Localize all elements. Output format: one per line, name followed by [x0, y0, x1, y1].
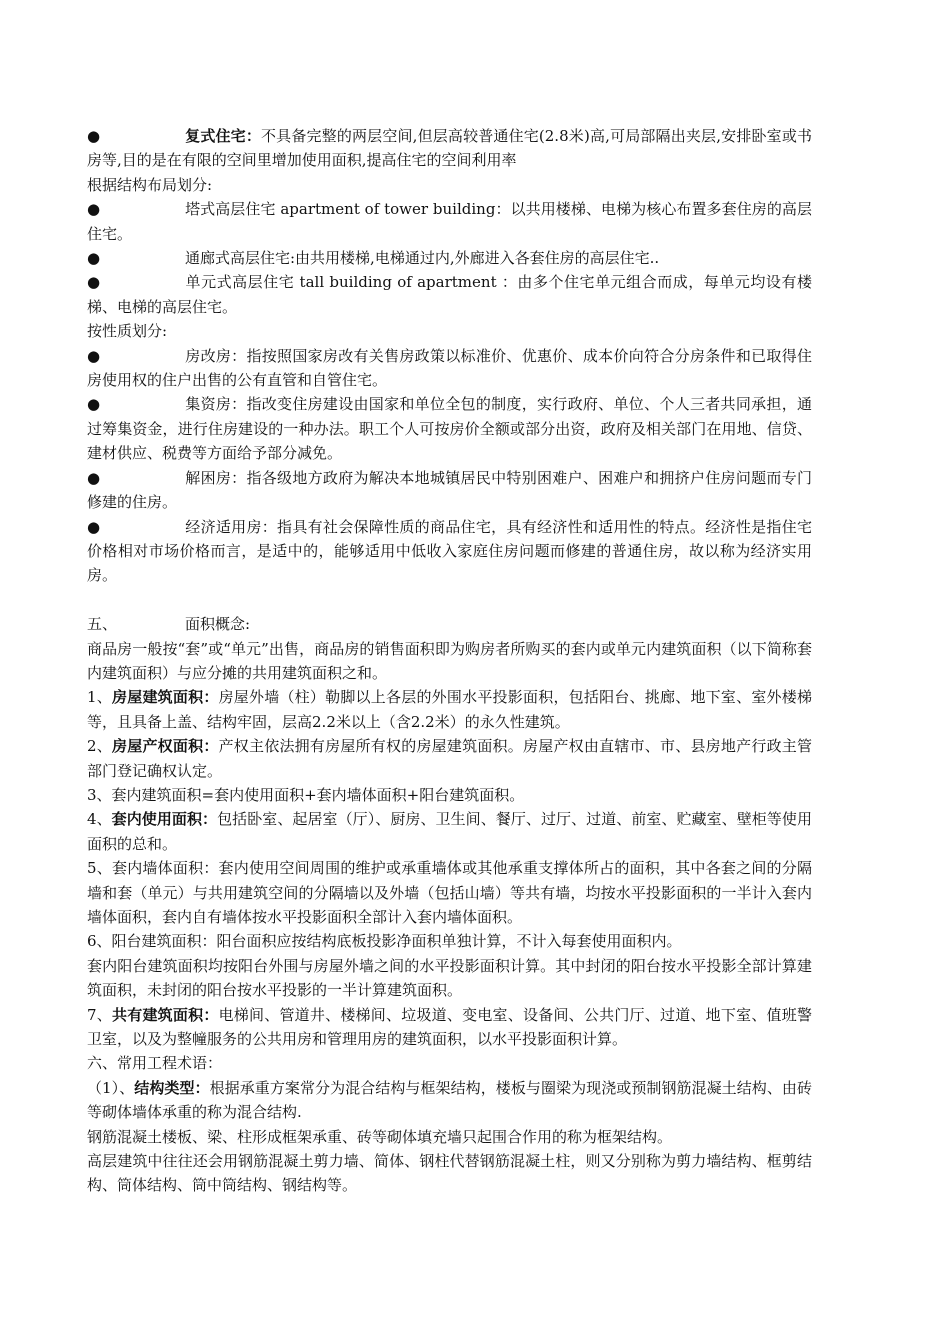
paragraph-structure-type	[87, 1076, 812, 1125]
paragraph-inner-wall-area	[87, 856, 812, 929]
item-text: 集资房：指改变住房建设由国家和单位全包的制度，实行政府、单位、个人三者共同承担，通过筹集资金，进行住房建设的一种办法。职工个人可按房价全额或部分出资，政府及相关部门在用地、信贷、建材供应、税费等方面给予部分减免。	[87, 395, 812, 463]
item-text: 商品房一般按“套”或“单元”出售，商品房的销售面积即为购房者所购买的套内或单元内建筑面积（以下简称套内建筑面积）与应分摊的共用建筑面积之和。	[87, 639, 812, 682]
item-text: 经济适用房：指具有社会保障性质的商品住宅，具有经济性和适用性的特点。经济性是指住宅价格相对市场价格而言，是适中的，能够适用中低收入家庭住房问题而修建的普通住房，故以称为经济实用房。	[87, 517, 812, 585]
paragraph-balcony-area	[87, 929, 812, 953]
item-text: 按性质划分:	[87, 322, 168, 341]
section-heading-engineering-terms	[87, 1051, 812, 1075]
item-text: 根据承重方案常分为混合结构与框架结构，楼板与圈梁为现浇或预制钢筋混凝土结构、由砖等砌体墙体承重的称为混合结构.	[87, 1078, 812, 1122]
item-text: 通廊式高层住宅:由共用楼梯,电梯通过内,外廊进入各套住房的高层住宅..	[185, 249, 660, 268]
item-prefix: （1）、	[87, 1078, 135, 1097]
section-title: 面积概念:	[185, 615, 251, 634]
bullet-icon: ●	[87, 468, 101, 487]
item-term: 共有建筑面积：	[112, 1005, 219, 1024]
item-term: 套内使用面积：	[111, 810, 218, 829]
item-prefix: 4、	[87, 810, 112, 829]
item-text: 高层建筑中往往还会用钢筋混凝土剪力墙、简体、钢柱代替钢筋混凝土柱，则又分别称为剪力墙结构、框剪结构、筒体结构、筒中筒结构、钢结构等。	[87, 1152, 812, 1195]
bullet-icon: ●	[87, 127, 101, 145]
blank-line	[87, 588, 812, 612]
item-term: 复式住宅：	[185, 127, 261, 145]
item-text: 房改房：指按照国家房改有关售房政策以标准价、优惠价、成本价向符合分房条件和已取得住房使用权的住户出售的公有直管和自管住宅。	[87, 346, 812, 390]
item-text: 套内阳台建筑面积均按阳台外围与房屋外墙之间的水平投影面积计算。其中封闭的阳台按水平投影全部计算建筑面积，未封闭的阳台按水平投影的一半计算建筑面积。	[87, 956, 812, 1000]
section-number: 五、	[87, 615, 118, 634]
bullet-item-unit	[87, 270, 812, 319]
item-text: 5、套内墙体面积：套内使用空间周围的维护或承重墙体或其他承重支撑体所占的面积，其中各套之间的分隔墙和套（单元）与共用建筑空间的分隔墙以及外墙（包括山墙）等共有墙，均按水平投影面积的一半计入套内墙体面积，套内自有墙体按水平投影面积全部计入套内墙体面积。	[87, 859, 812, 926]
item-term: 房屋产权面积：	[112, 737, 219, 756]
item-text: 不具备完整的两层空间,但层高较普通住宅(2.8米)高,可局部隔出夹层,安排卧室或书房等,目的是在有限的空间里增加使用面积,提高住宅的空间利用率	[87, 127, 812, 170]
item-prefix: 7、	[87, 1005, 112, 1024]
item-text: 六、常用工程术语：	[87, 1054, 223, 1073]
item-text: 单元式高层住宅 tall building of apartment ：由多个住宅单元组合而成，每单元均设有楼梯、电梯的高层住宅。	[87, 273, 812, 316]
bullet-icon: ●	[87, 517, 101, 536]
bullet-icon: ●	[87, 273, 101, 292]
item-text: 6、阳台建筑面积：阳台面积应按结构底板投影净面积单独计算，不计入每套使用面积内。	[87, 932, 682, 951]
bullet-item-affordable-housing	[87, 515, 812, 588]
bullet-item-duplex	[87, 124, 812, 173]
subheading-structure	[87, 173, 812, 197]
paragraph-inner-building-area	[87, 783, 812, 807]
paragraph-balcony-calculation	[87, 954, 812, 1003]
item-prefix: 1、	[87, 688, 112, 707]
item-text: 塔式高层住宅 apartment of tower building：以共用楼梯、电梯为核心布置多套住房的高层住宅。	[87, 200, 812, 243]
item-text: 3、套内建筑面积=套内使用面积+套内墙体面积+阳台建筑面积。	[87, 785, 525, 804]
bullet-item-relief-housing	[87, 466, 812, 515]
section-heading-area-concepts	[87, 612, 812, 636]
bullet-icon: ●	[87, 200, 101, 219]
bullet-icon: ●	[87, 249, 101, 268]
item-text: 钢筋混凝土楼板、梁、柱形成框架承重、砖等砌体填充墙只起围合作用的称为框架结构。	[87, 1127, 673, 1146]
item-text: 房屋外墙（柱）勒脚以上各层的外围水平投影面积，包括阳台、挑廊、地下室、室外楼梯等，且具备上盖、结构牢固，层高2.2米以上（含2.2米）的永久性建筑。	[87, 688, 812, 731]
item-term: 结构类型：	[134, 1078, 210, 1097]
area-concepts-list	[87, 637, 812, 1198]
paragraph-shared-building-area	[87, 1003, 812, 1052]
subheading-nature	[87, 319, 812, 343]
item-text: 包括卧室、起居室（厅）、厨房、卫生间、餐厅、过厅、过道、前室、贮藏室、壁柜等使用面积的总和。	[87, 810, 812, 853]
paragraph-frame-structure	[87, 1125, 812, 1149]
item-text: 产权主依法拥有房屋所有权的房屋建筑面积。房屋产权由直辖市、市、县房地产行政主管部门登记确权认定。	[87, 737, 812, 780]
item-text: 解困房：指各级地方政府为解决本地城镇居民中特别困难户、困难户和拥挤户住房问题而专门修建的住房。	[87, 468, 812, 512]
paragraph-highrise-structure	[87, 1149, 812, 1198]
bullet-item-corridor	[87, 246, 812, 270]
bullet-icon: ●	[87, 346, 101, 365]
bullet-item-tower	[87, 197, 812, 246]
paragraph-inner-usable-area	[87, 807, 812, 856]
bullet-item-fundraised-housing	[87, 392, 812, 465]
property-type-list	[87, 124, 812, 588]
item-text: 根据结构布局划分:	[87, 175, 213, 194]
paragraph-building-area	[87, 685, 812, 734]
bullet-icon: ●	[87, 395, 101, 414]
paragraph-intro	[87, 637, 812, 686]
paragraph-property-right-area	[87, 734, 812, 783]
item-term: 房屋建筑面积：	[112, 688, 219, 707]
bullet-item-reform-housing	[87, 344, 812, 393]
document-page	[87, 124, 812, 1198]
item-text: 电梯间、管道井、楼梯间、垃圾道、变电室、设备间、公共门厅、过道、地下室、值班警卫室，以及为整幢服务的公共用房和管理用房的建筑面积，以水平投影面积计算。	[87, 1005, 812, 1049]
item-prefix: 2、	[87, 737, 112, 756]
